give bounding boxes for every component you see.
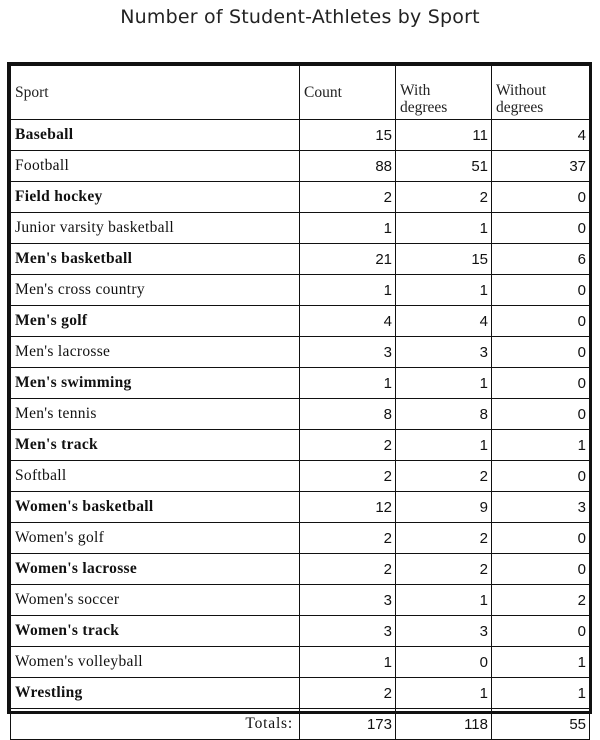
cell-sport: Women's volleyball — [11, 647, 300, 678]
cell-count: 3 — [300, 585, 396, 616]
cell-without-degrees: 0 — [492, 306, 590, 337]
cell-with-degrees: 2 — [396, 182, 492, 213]
header-with-degrees-line1: With — [400, 82, 431, 99]
totals-row — [11, 709, 590, 740]
table-row — [11, 399, 590, 430]
cell-without-degrees: 0 — [492, 275, 590, 306]
cell-sport: Baseball — [11, 120, 300, 151]
cell-with-degrees: 1 — [396, 430, 492, 461]
totals-count: 173 — [300, 709, 396, 740]
header-with-degrees-line2: degrees — [400, 99, 448, 116]
cell-with-degrees: 1 — [396, 585, 492, 616]
cell-with-degrees: 11 — [396, 120, 492, 151]
cell-sport: Men's track — [11, 430, 300, 461]
cell-count: 2 — [300, 678, 396, 709]
table-row — [11, 213, 590, 244]
cell-without-degrees: 2 — [492, 585, 590, 616]
cell-count: 1 — [300, 275, 396, 306]
cell-with-degrees: 15 — [396, 244, 492, 275]
cell-without-degrees: 0 — [492, 554, 590, 585]
cell-with-degrees: 9 — [396, 492, 492, 523]
cell-count: 12 — [300, 492, 396, 523]
cell-count: 1 — [300, 213, 396, 244]
athletes-table-container — [7, 62, 592, 733]
cell-without-degrees: 1 — [492, 647, 590, 678]
cell-without-degrees: 37 — [492, 151, 590, 182]
cell-without-degrees: 0 — [492, 461, 590, 492]
cell-sport: Women's basketball — [11, 492, 300, 523]
table-row — [11, 585, 590, 616]
cell-count: 2 — [300, 554, 396, 585]
cell-sport: Field hockey — [11, 182, 300, 213]
totals-label: Totals: — [11, 709, 300, 740]
header-without-degrees-line2: degrees — [496, 99, 544, 116]
table-row — [11, 337, 590, 368]
header-count: Count — [300, 66, 396, 120]
table-row — [11, 523, 590, 554]
table-row — [11, 244, 590, 275]
cell-sport: Men's swimming — [11, 368, 300, 399]
header-sport: Sport — [11, 66, 300, 120]
cell-with-degrees: 0 — [396, 647, 492, 678]
cell-count: 2 — [300, 461, 396, 492]
cell-sport: Men's lacrosse — [11, 337, 300, 368]
cell-with-degrees: 2 — [396, 554, 492, 585]
cell-with-degrees: 1 — [396, 678, 492, 709]
cell-with-degrees: 3 — [396, 616, 492, 647]
cell-sport: Junior varsity basketball — [11, 213, 300, 244]
cell-sport: Wrestling — [11, 678, 300, 709]
table-header-row — [11, 66, 590, 120]
header-with-degrees — [396, 66, 492, 120]
cell-count: 15 — [300, 120, 396, 151]
table-row — [11, 275, 590, 306]
cell-count: 2 — [300, 523, 396, 554]
cell-count: 2 — [300, 430, 396, 461]
cell-without-degrees: 0 — [492, 523, 590, 554]
cell-with-degrees: 8 — [396, 399, 492, 430]
cell-with-degrees: 51 — [396, 151, 492, 182]
table-row — [11, 461, 590, 492]
cell-without-degrees: 1 — [492, 678, 590, 709]
cell-with-degrees: 2 — [396, 523, 492, 554]
cell-count: 2 — [300, 182, 396, 213]
cell-without-degrees: 0 — [492, 368, 590, 399]
page-title: Number of Student-Athletes by Sport — [120, 6, 480, 28]
cell-count: 1 — [300, 368, 396, 399]
table-row — [11, 492, 590, 523]
cell-count: 3 — [300, 616, 396, 647]
cell-without-degrees: 6 — [492, 244, 590, 275]
cell-with-degrees: 3 — [396, 337, 492, 368]
cell-count: 4 — [300, 306, 396, 337]
totals-without-degrees: 55 — [492, 709, 590, 740]
header-without-degrees-line1: Without — [496, 82, 547, 99]
cell-sport: Women's soccer — [11, 585, 300, 616]
cell-sport: Women's lacrosse — [11, 554, 300, 585]
athletes-table — [10, 65, 590, 740]
cell-sport: Football — [11, 151, 300, 182]
cell-without-degrees: 4 — [492, 120, 590, 151]
cell-sport: Men's basketball — [11, 244, 300, 275]
cell-count: 21 — [300, 244, 396, 275]
table-row — [11, 120, 590, 151]
cell-sport: Women's track — [11, 616, 300, 647]
cell-with-degrees: 4 — [396, 306, 492, 337]
cell-without-degrees: 0 — [492, 182, 590, 213]
table-row — [11, 368, 590, 399]
table-row — [11, 678, 590, 709]
cell-with-degrees: 1 — [396, 275, 492, 306]
cell-with-degrees: 2 — [396, 461, 492, 492]
cell-sport: Women's golf — [11, 523, 300, 554]
table-row — [11, 647, 590, 678]
cell-without-degrees: 3 — [492, 492, 590, 523]
cell-count: 88 — [300, 151, 396, 182]
cell-count: 8 — [300, 399, 396, 430]
table-row — [11, 554, 590, 585]
table-row — [11, 182, 590, 213]
cell-sport: Men's golf — [11, 306, 300, 337]
cell-count: 3 — [300, 337, 396, 368]
cell-without-degrees: 0 — [492, 337, 590, 368]
cell-count: 1 — [300, 647, 396, 678]
cell-without-degrees: 0 — [492, 616, 590, 647]
cell-sport: Softball — [11, 461, 300, 492]
cell-without-degrees: 0 — [492, 213, 590, 244]
table-row — [11, 616, 590, 647]
cell-without-degrees: 0 — [492, 399, 590, 430]
table-row — [11, 306, 590, 337]
header-without-degrees — [492, 66, 590, 120]
cell-with-degrees: 1 — [396, 213, 492, 244]
cell-sport: Men's cross country — [11, 275, 300, 306]
cell-without-degrees: 1 — [492, 430, 590, 461]
table-row — [11, 430, 590, 461]
table-row — [11, 151, 590, 182]
cell-sport: Men's tennis — [11, 399, 300, 430]
totals-with-degrees: 118 — [396, 709, 492, 740]
cell-with-degrees: 1 — [396, 368, 492, 399]
